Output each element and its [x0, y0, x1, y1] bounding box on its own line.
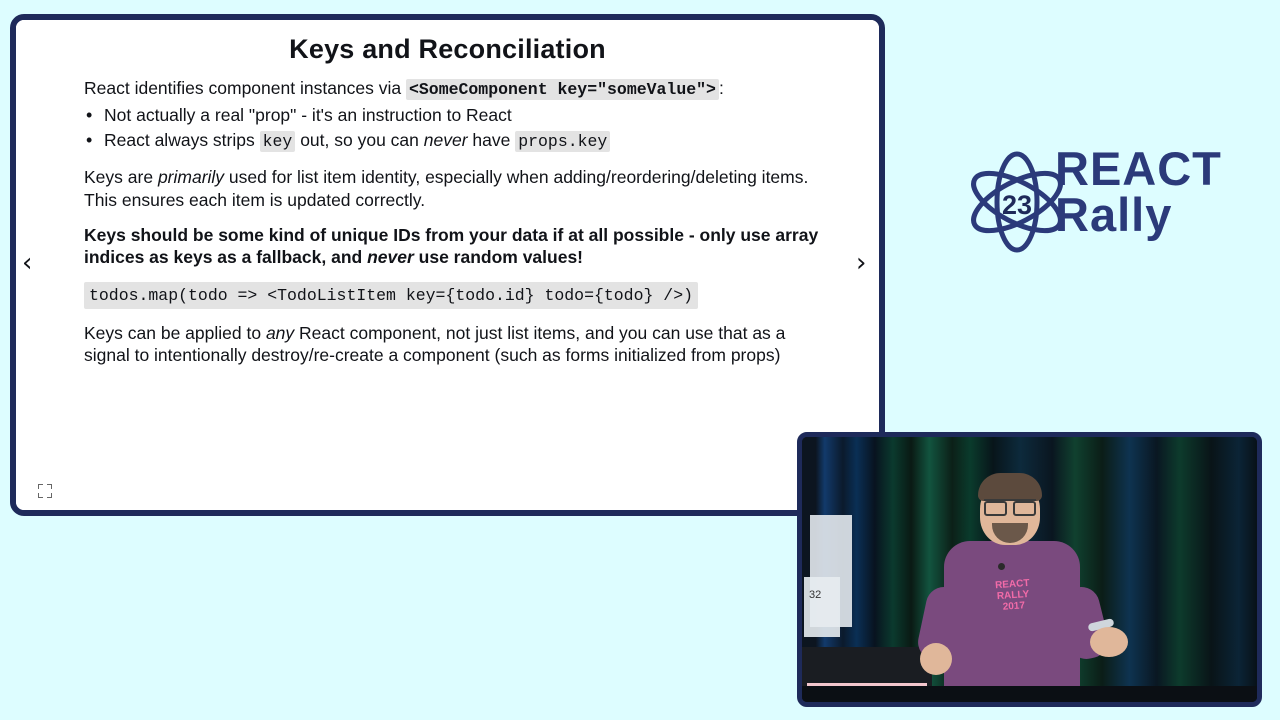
keys-primary-emphasis: primarily: [157, 167, 225, 188]
slide-title: Keys and Reconciliation: [289, 34, 606, 64]
bullet-2-emphasis: never: [423, 129, 468, 150]
keys-primary-paragraph: [84, 166, 827, 211]
logo-wordmark: [1055, 142, 1222, 242]
bullet-2-code-propskey: props.key: [515, 131, 610, 152]
bullet-2-text-before: React always strips: [104, 129, 260, 150]
fullscreen-icon[interactable]: [38, 484, 52, 498]
keys-primary-part1: Keys are: [84, 167, 158, 188]
code-sample-line: [84, 282, 827, 309]
keys-primary-part2: used for list item identity, especially when adding/reordering/deleting items. This ensures each item is updated correctly.: [84, 167, 809, 210]
slide-frame: [10, 14, 885, 516]
logo-line-2: Rally: [1055, 188, 1173, 242]
fullscreen-corner-bl: [38, 493, 43, 498]
speaker-shirt-graphic: [983, 577, 1043, 611]
previous-slide-arrow-icon[interactable]: ‹: [22, 248, 33, 278]
any-part2: React component, not just list items, and you can use that as a signal to intentionally destroy/re-create a component (such as forms initialized from props): [84, 322, 786, 366]
bullet-1-text: Not actually a real "prop" - it's an instruction to React: [104, 105, 512, 126]
background-monitor-secondary: [804, 577, 840, 637]
intro-suffix: :: [718, 78, 724, 98]
lapel-mic-icon: [998, 563, 1005, 570]
speaker-body: [944, 541, 1080, 707]
react-rally-logo: [965, 140, 1235, 270]
speaker-right-hand: [1090, 627, 1128, 657]
slide-content: [16, 20, 879, 510]
speaker-video-pane[interactable]: [797, 432, 1262, 707]
bullet-2-text-after: have: [467, 129, 516, 150]
any-emphasis: any: [265, 322, 295, 343]
logo-line-1: REACT: [1055, 142, 1222, 195]
bold-emphasis: never: [367, 247, 414, 268]
stage-floor: [802, 686, 1257, 702]
keys-any-component-paragraph: [84, 322, 827, 367]
speaker-left-hand: [920, 643, 952, 675]
bold-part1: Keys should be some kind of unique IDs from your data if at all possible - only use array indices as keys as a fallback, and: [84, 225, 819, 268]
speaker-glasses-icon: [984, 499, 1036, 510]
bullet-2-code-key: key: [260, 131, 296, 152]
any-part1: Keys can be applied to: [84, 322, 266, 343]
fullscreen-corner-br: [47, 493, 52, 498]
intro-prefix: React identifies component instances via: [84, 78, 406, 98]
bold-part2: use random values!: [413, 247, 584, 268]
intro-code: <SomeComponent key="someValue">: [406, 79, 719, 100]
fullscreen-corner-tl: [38, 484, 43, 489]
logo-year-text: 23: [1001, 190, 1033, 220]
bullet-list: [84, 104, 827, 152]
list-item: [84, 104, 827, 127]
speaker-hair: [978, 473, 1042, 501]
slide-body: [38, 77, 857, 367]
list-item: [84, 129, 827, 152]
fullscreen-corner-tr: [47, 484, 52, 489]
background-monitor-label: 32: [809, 589, 822, 601]
code-block: todos.map(todo => <TodoListItem key={todo.id} todo={todo} />): [84, 282, 698, 309]
shirt-line-2: 2017: [1002, 600, 1026, 613]
bullet-2-text-mid: out, so you can: [295, 129, 424, 150]
intro-paragraph: [84, 77, 827, 100]
keys-unique-ids-paragraph: [84, 224, 827, 269]
shirt-line-1: REACT RALLY: [994, 577, 1030, 603]
next-slide-arrow-icon[interactable]: ›: [856, 248, 867, 278]
